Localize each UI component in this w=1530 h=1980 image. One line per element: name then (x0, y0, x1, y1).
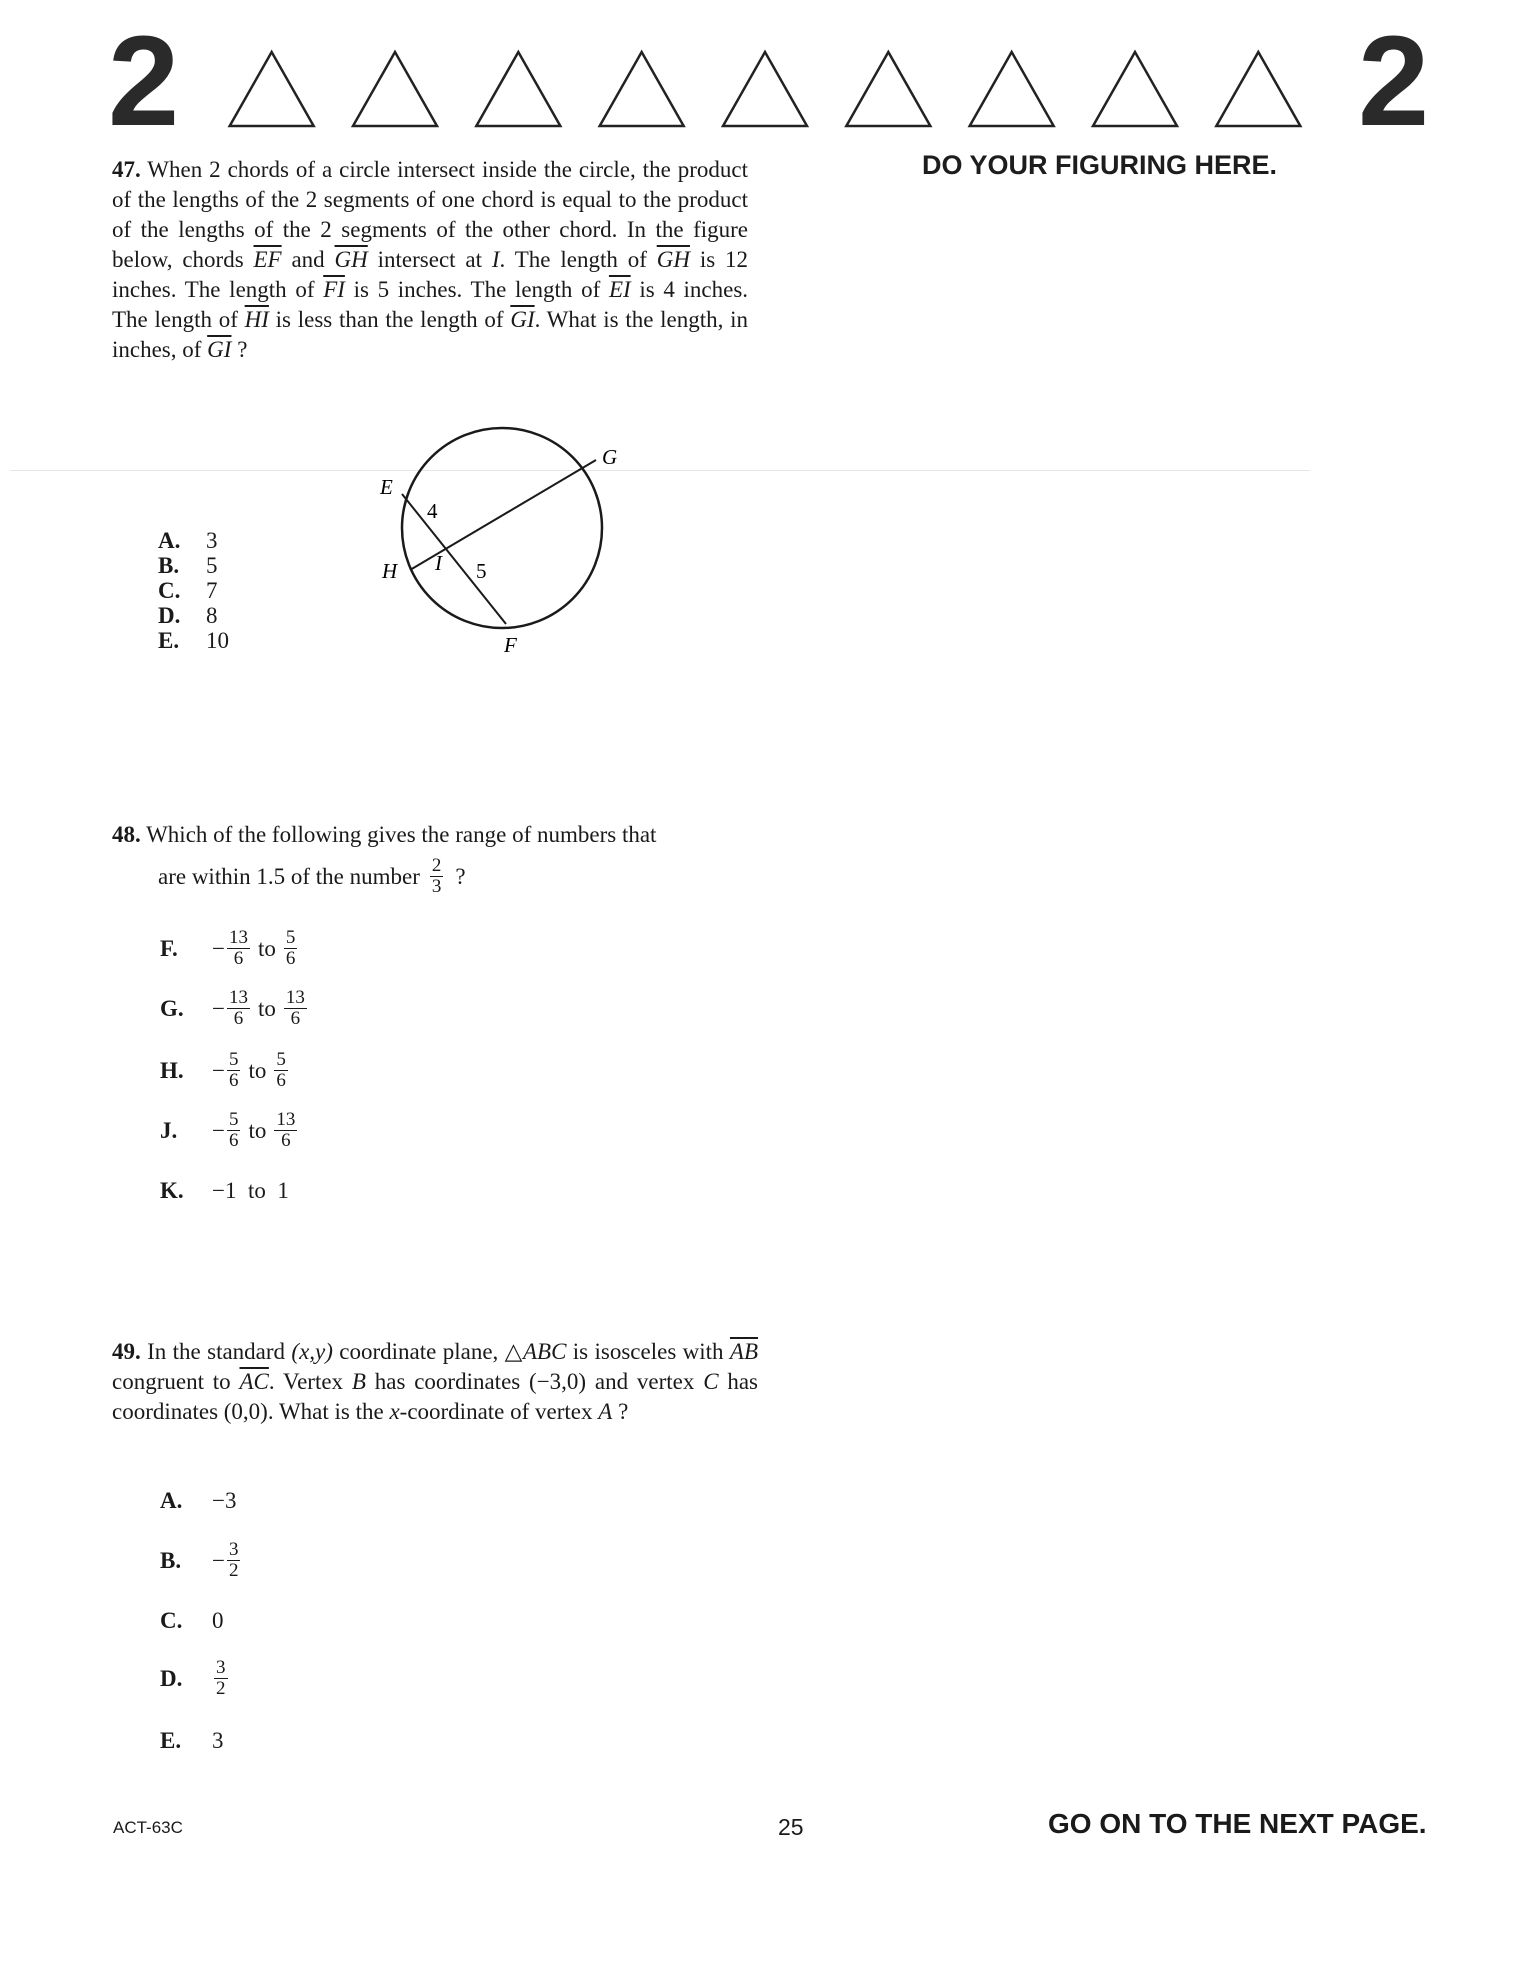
triangle-icon (1093, 52, 1177, 126)
answer-choice[interactable] (158, 528, 229, 553)
choice-value: 3 (212, 1728, 224, 1753)
q47-text: . What is the length, in inches, of (112, 307, 749, 362)
circle-chords-svg (370, 410, 640, 660)
answer-choice-j[interactable] (160, 1110, 299, 1151)
label-e: E (380, 475, 393, 499)
minus-sign: − (212, 1117, 225, 1143)
form-code: ACT-63C (113, 1818, 183, 1837)
denominator: 6 (281, 1130, 291, 1151)
denominator: 2 (228, 1560, 239, 1581)
vertex-b: B (351, 1369, 366, 1394)
segment-gi: $\overline{GI}$ (510, 307, 535, 332)
fraction (227, 988, 250, 1029)
q47-choices (158, 528, 229, 653)
triangle-icon (1216, 52, 1300, 126)
section-number-right: 2 (1358, 10, 1428, 153)
denominator: 3 (431, 876, 442, 897)
answer-choice-d[interactable] (160, 1658, 230, 1699)
segment-label-4: 4 (427, 499, 438, 523)
choice-value: 7 (206, 578, 218, 603)
q49-text: (x,y) (291, 1339, 333, 1364)
segment-fi: $\overline{FI}$ (323, 277, 345, 302)
question-number: 48. (112, 822, 141, 847)
vertex-c: C (703, 1369, 719, 1394)
choice-label: G. (160, 995, 184, 1021)
chord-ef (402, 494, 506, 624)
choice-label: A. (158, 528, 181, 553)
numerator: 3 (216, 1657, 226, 1678)
numerator: 5 (276, 1049, 286, 1070)
choice-value: 5 (206, 553, 218, 578)
triangle-abc: △ABC (504, 1339, 567, 1364)
denominator: 6 (228, 1070, 239, 1091)
denominator: 6 (233, 1008, 244, 1029)
answer-choice[interactable] (158, 628, 229, 653)
fraction (227, 1540, 241, 1581)
q47-text: is less than the length of (275, 307, 504, 332)
fraction (274, 1050, 288, 1091)
numerator: 2 (431, 855, 442, 876)
choice-label: C. (160, 1608, 183, 1633)
triangle-icon (476, 52, 560, 126)
answer-choice[interactable] (158, 578, 229, 603)
question-number: 47. (112, 157, 141, 182)
q49-text: has (374, 1369, 406, 1394)
q47-text: and (291, 247, 325, 272)
q47-text: is 12 inches. The length of (112, 247, 749, 302)
choice-value: 8 (206, 603, 218, 628)
figuring-label: DO YOUR FIGURING HERE. (922, 150, 1278, 180)
section-number-left: 2 (108, 10, 178, 153)
q47-text: intersect at (377, 247, 483, 272)
denominator: 2 (216, 1678, 226, 1699)
q49-text: congruent to (112, 1369, 231, 1394)
numerator: 13 (228, 987, 248, 1008)
to-label: to (257, 935, 276, 961)
vertex-a: A (598, 1399, 613, 1424)
choice-value: −1 to 1 (212, 1178, 289, 1203)
q49-text: What is the (278, 1399, 384, 1424)
label-h: H (382, 559, 398, 583)
label-i: I (435, 551, 442, 575)
next-page-instruction: GO ON TO THE NEXT PAGE. (1048, 1808, 1427, 1839)
choice-label: F. (160, 935, 178, 961)
circle (402, 428, 602, 628)
choice-label: B. (160, 1547, 182, 1573)
to-label: to (257, 995, 276, 1021)
numerator: 5 (285, 927, 296, 948)
q48-line2: are within 1.5 of the number (158, 863, 420, 889)
q49-text: coordinates (−3,0) and vertex (414, 1369, 695, 1394)
triangle-icon (846, 52, 930, 126)
segment-label-5: 5 (476, 559, 487, 583)
choice-label: C. (158, 578, 181, 603)
q47-text: . The length of (499, 247, 647, 272)
answer-choice-e[interactable] (160, 1728, 224, 1754)
choice-label: E. (160, 1728, 182, 1753)
point-i: I (491, 247, 500, 272)
q49-text: . Vertex (268, 1369, 344, 1394)
triangle-icon (723, 52, 807, 126)
segment-hi: $\overline{HI}$ (244, 307, 269, 332)
q49-text: coordinate plane, (339, 1339, 499, 1364)
label-g: G (602, 445, 618, 469)
q47-text: is 5 inches. The length of (353, 277, 601, 302)
triangle-row-svg (210, 46, 1320, 136)
triangle-icon (600, 52, 684, 126)
choice-label: A. (160, 1488, 183, 1513)
q49-text: is (572, 1339, 589, 1364)
denominator: 6 (233, 948, 244, 969)
q48-line1: Which of the following gives the range of numbers that (146, 822, 657, 847)
question-number: 49. (112, 1339, 141, 1364)
q49-text: In the standard (147, 1339, 286, 1364)
triangle-icon (353, 52, 437, 126)
question-47 (112, 155, 748, 365)
x-variable: x (389, 1399, 400, 1424)
denominator: 6 (290, 1008, 301, 1029)
q47-text: When 2 chords of a circle intersect inside the circle, the product of the lengths of the 2 segments of one chord is equal to the product of the lengths of the 2 segments of the other chord. In the figure below, chords (112, 157, 748, 272)
answer-choice-k[interactable] (160, 1178, 289, 1204)
segment-ei: $\overline{EI}$ (608, 277, 631, 302)
answer-choice-g[interactable] (160, 988, 309, 1029)
minus-sign: − (212, 935, 225, 961)
fraction (284, 928, 298, 969)
answer-choice-a[interactable] (160, 1488, 236, 1514)
numerator: 5 (228, 1109, 239, 1130)
fraction (227, 928, 250, 969)
answer-choice-c[interactable] (160, 1608, 224, 1634)
answer-choice-f[interactable] (160, 928, 299, 969)
choice-label: B. (158, 553, 180, 578)
answer-choice-b[interactable] (160, 1540, 242, 1581)
q49-text: -coordinate of vertex (399, 1399, 593, 1424)
to-label: to (248, 1117, 267, 1143)
q47-text: ? (237, 337, 248, 362)
triangle-row (210, 46, 1320, 136)
circle-chords-figure (370, 410, 640, 660)
choice-label: D. (158, 603, 181, 628)
segment-ef: $\overline{EF}$ (253, 247, 282, 272)
fraction (227, 1050, 241, 1091)
page-number: 25 (778, 1814, 804, 1840)
choice-label: K. (160, 1178, 184, 1203)
choice-label: J. (160, 1117, 178, 1143)
choice-value: −3 (212, 1488, 237, 1513)
minus-sign: − (212, 1057, 225, 1083)
choice-label: H. (160, 1057, 184, 1083)
scan-line (10, 470, 1310, 471)
fraction (227, 1110, 241, 1151)
minus-sign: − (212, 1547, 225, 1573)
numerator: 5 (228, 1049, 239, 1070)
choice-value: 10 (206, 628, 229, 653)
triangle-icon (970, 52, 1054, 126)
answer-choice-h[interactable] (160, 1050, 290, 1091)
triangle-icon (230, 52, 314, 126)
question-mark: ? (455, 863, 466, 889)
choice-value: 0 (212, 1608, 224, 1633)
answer-choice[interactable] (158, 603, 229, 628)
segment-ab: $\overline{AB}$ (729, 1339, 759, 1364)
choice-label: E. (158, 628, 180, 653)
choice-label: D. (160, 1665, 183, 1691)
question-49 (112, 1337, 758, 1427)
q49-text: isosceles with (594, 1339, 724, 1364)
fraction (284, 988, 307, 1029)
segment-ac: $\overline{AC}$ (239, 1369, 269, 1394)
denominator: 6 (276, 1070, 286, 1091)
segment-gi: $\overline{GI}$ (207, 337, 232, 362)
numerator: 13 (276, 1109, 296, 1130)
denominator: 6 (285, 948, 296, 969)
question-48 (112, 820, 752, 897)
fraction (214, 1658, 228, 1699)
segment-gh: $\overline{GH}$ (334, 247, 368, 272)
to-label: to (248, 1057, 267, 1083)
label-f: F (504, 633, 517, 657)
q49-text: has coordinates (0,0). (112, 1369, 759, 1424)
numerator: 3 (228, 1539, 239, 1560)
fraction (430, 856, 444, 897)
choice-value: 3 (206, 528, 218, 553)
fraction (274, 1110, 297, 1151)
answer-choice[interactable] (158, 553, 229, 578)
q49-text: ? (618, 1399, 629, 1424)
denominator: 6 (228, 1130, 239, 1151)
minus-sign: − (212, 995, 225, 1021)
segment-gh: $\overline{GH}$ (656, 247, 690, 272)
q47-text: is 4 inches. The length of (112, 277, 749, 332)
numerator: 13 (228, 927, 248, 948)
numerator: 13 (285, 987, 305, 1008)
